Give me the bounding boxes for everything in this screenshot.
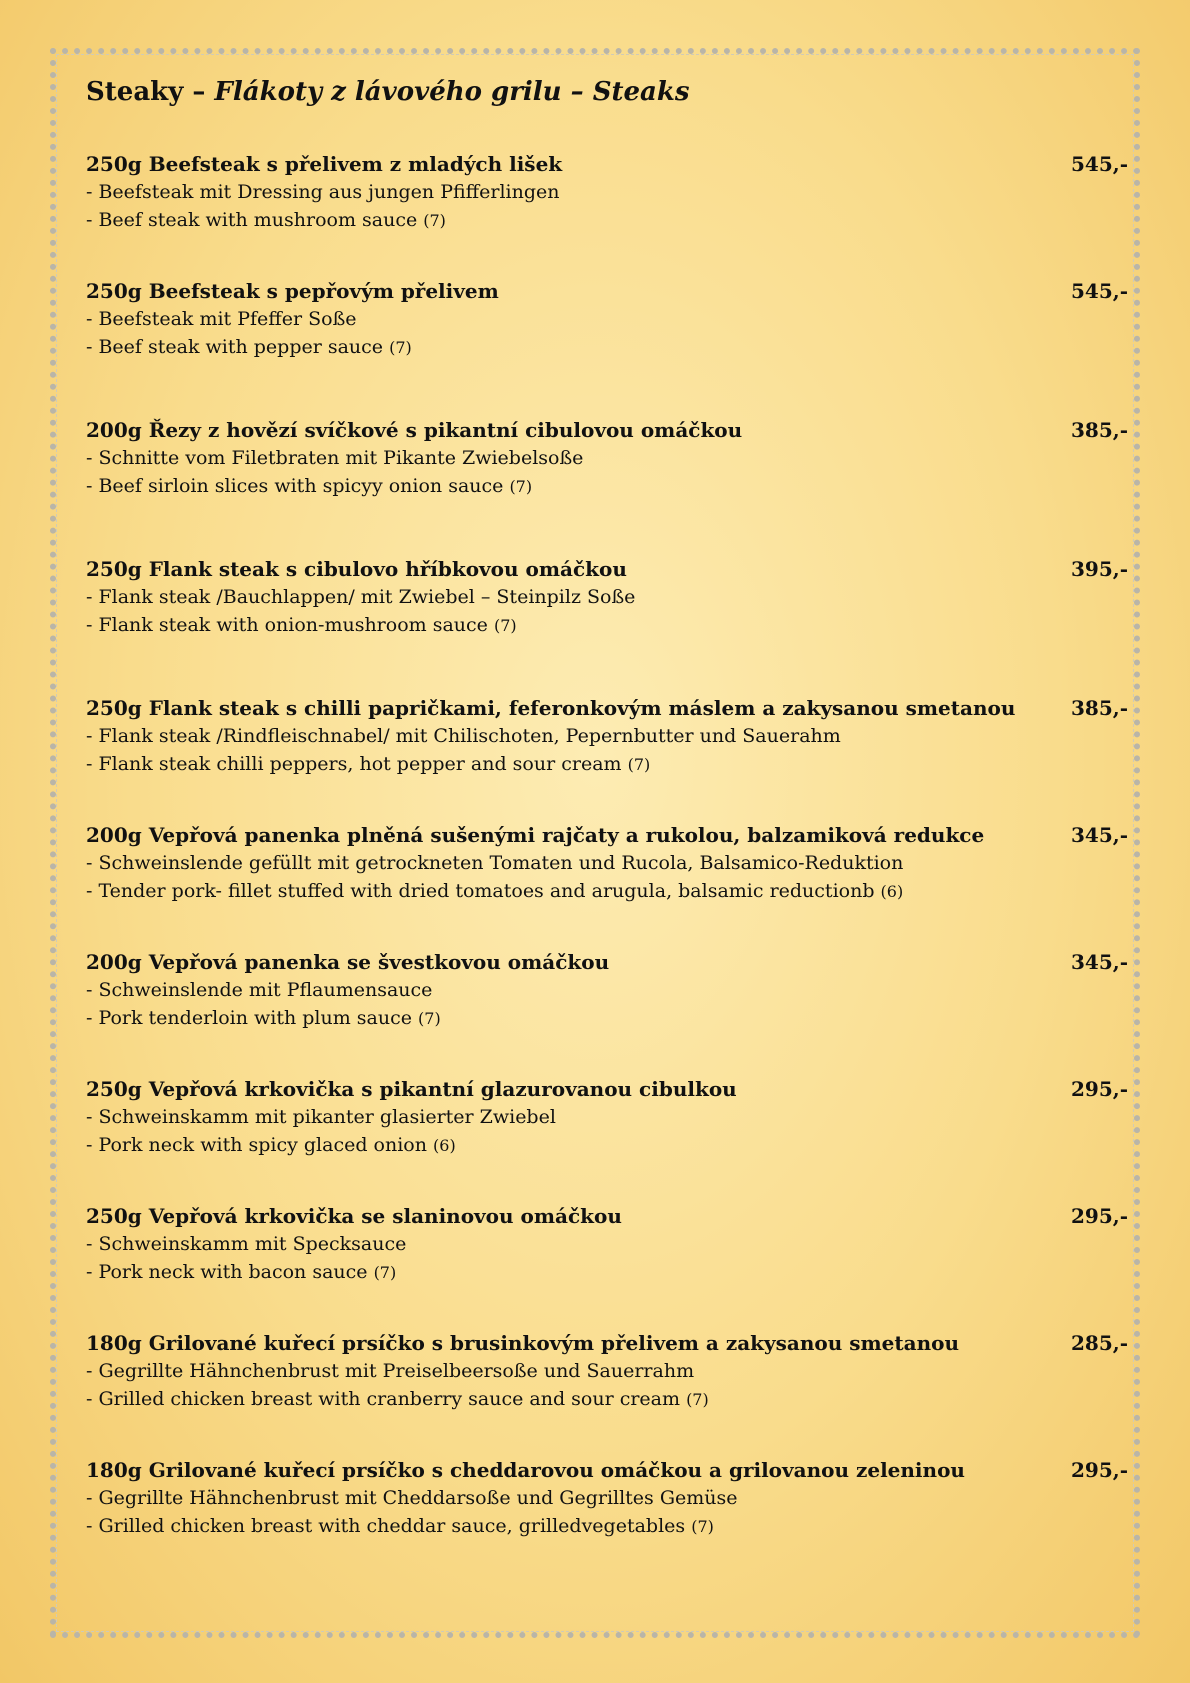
item-price: 285,- — [1071, 1331, 1129, 1355]
menu-item — [86, 150, 1131, 235]
menu-item — [86, 1329, 1131, 1414]
allergen-code: (7) — [423, 211, 446, 230]
item-name: 200g Vepřová panenka se švestkovou omáčkou — [86, 950, 610, 974]
item-desc-de: - Flank steak /Rindfleischnabel/ mit Chilischoten, Pepernbutter und Sauerahm — [86, 725, 841, 747]
item-desc-en: - Beef steak with pepper sauce (7) — [86, 336, 412, 358]
item-price: 545,- — [1071, 152, 1129, 176]
item-name: 250g Flank steak s cibulovo hříbkovou omáčkou — [86, 557, 627, 581]
allergen-code: (7) — [691, 1517, 714, 1536]
item-desc-de: - Beefsteak mit Pfeffer Soße — [86, 308, 357, 330]
allergen-code: (7) — [493, 616, 517, 635]
item-desc-de: - Gegrillte Hähnchenbrust mit Preiselbeersoße und Sauerrahm — [86, 1360, 695, 1382]
menu-item — [86, 1456, 1131, 1541]
item-desc-de: - Schweinskamm mit Specksauce — [86, 1233, 407, 1255]
allergen-code: (7) — [373, 1263, 397, 1282]
item-desc-en: - Tender pork- fillet stuffed with dried tomatoes and arugula, balsamic reductionb (6) — [86, 880, 904, 902]
item-price: 295,- — [1071, 1458, 1129, 1482]
menu-item — [86, 1075, 1131, 1160]
item-price: 385,- — [1071, 418, 1129, 442]
item-desc-de: - Flank steak /Bauchlappen/ mit Zwiebel – Steinpilz Soße — [86, 586, 636, 608]
item-desc-en: - Grilled chicken breast with cranberry sauce and sour cream (7) — [86, 1388, 709, 1410]
allergen-code: (6) — [880, 882, 904, 901]
menu-item — [86, 1202, 1131, 1287]
item-price: 295,- — [1071, 1077, 1129, 1101]
menu-item — [86, 277, 1131, 362]
item-price: 345,- — [1071, 823, 1129, 847]
item-desc-de: - Schnitte vom Filetbraten mit Pikante Zwiebelsoße — [86, 447, 584, 469]
item-name: 250g Beefsteak s přelivem z mladých lišek — [86, 152, 563, 176]
item-desc-de: - Schweinslende gefüllt mit getrockneten Tomaten und Rucola, Balsamico-Reduktion — [86, 852, 904, 874]
allergen-code: (6) — [433, 1136, 456, 1155]
title-part-2: Flákoty z lávového grilu — [214, 77, 562, 107]
allergen-code: (7) — [418, 1009, 441, 1028]
item-name: 250g Flank steak s chilli papričkami, feferonkovým máslem a zakysanou smetanou — [86, 696, 1016, 720]
item-name: 200g Řezy z hovězí svíčkové s pikantní cibulovou omáčkou — [86, 418, 743, 442]
item-price: 385,- — [1071, 696, 1129, 720]
item-price: 395,- — [1071, 557, 1129, 581]
item-name: 180g Grilované kuřecí prsíčko s cheddarovou omáčkou a grilovanou zeleninou — [86, 1458, 965, 1482]
allergen-code: (7) — [686, 1390, 709, 1409]
page-title — [86, 70, 1131, 114]
item-name: 250g Vepřová krkovička se slaninovou omáčkou — [86, 1204, 622, 1228]
menu-item — [86, 555, 1131, 640]
item-name: 180g Grilované kuřecí prsíčko s brusinkovým přelivem a zakysanou smetanou — [86, 1331, 960, 1355]
item-desc-de: - Gegrillte Hähnchenbrust mit Cheddarsoße und Gegrilltes Gemüse — [86, 1487, 738, 1509]
item-name: 250g Vepřová krkovička s pikantní glazurovanou cibulkou — [86, 1077, 737, 1101]
item-desc-en: - Flank steak with onion-mushroom sauce (7) — [86, 614, 517, 636]
item-desc-de: - Schweinskamm mit pikanter glasierter Zwiebel — [86, 1106, 556, 1128]
allergen-code: (7) — [627, 755, 651, 774]
item-name: 250g Beefsteak s pepřovým přelivem — [86, 279, 499, 303]
item-name: 200g Vepřová panenka plněná sušenými rajčaty a rukolou, balzamiková redukce — [86, 823, 985, 847]
item-desc-en: - Pork neck with bacon sauce (7) — [86, 1261, 397, 1283]
menu-item — [86, 948, 1131, 1033]
allergen-code: (7) — [389, 338, 412, 357]
menu-page — [86, 70, 1131, 1537]
item-desc-en: - Pork neck with spicy glaced onion (6) — [86, 1134, 456, 1156]
item-desc-de: - Schweinslende mit Pflaumensauce — [86, 979, 433, 1001]
item-desc-en: - Beef sirloin slices with spicyy onion sauce (7) — [86, 475, 533, 497]
item-desc-en: - Grilled chicken breast with cheddar sauce, grilledvegetables (7) — [86, 1515, 714, 1537]
item-desc-en: - Beef steak with mushroom sauce (7) — [86, 209, 446, 231]
title-part-1: Steaky – — [86, 77, 215, 107]
allergen-code: (7) — [509, 477, 533, 496]
menu-item — [86, 416, 1131, 501]
menu-item — [86, 694, 1131, 779]
item-desc-en: - Flank steak chilli peppers, hot pepper and sour cream (7) — [86, 753, 651, 775]
item-price: 345,- — [1071, 950, 1129, 974]
menu-item — [86, 821, 1131, 906]
item-price: 295,- — [1071, 1204, 1129, 1228]
title-part-3: – Steaks — [561, 77, 690, 107]
item-desc-en: - Pork tenderloin with plum sauce (7) — [86, 1007, 441, 1029]
item-desc-de: - Beefsteak mit Dressing aus jungen Pfifferlingen — [86, 181, 560, 203]
item-price: 545,- — [1071, 279, 1129, 303]
